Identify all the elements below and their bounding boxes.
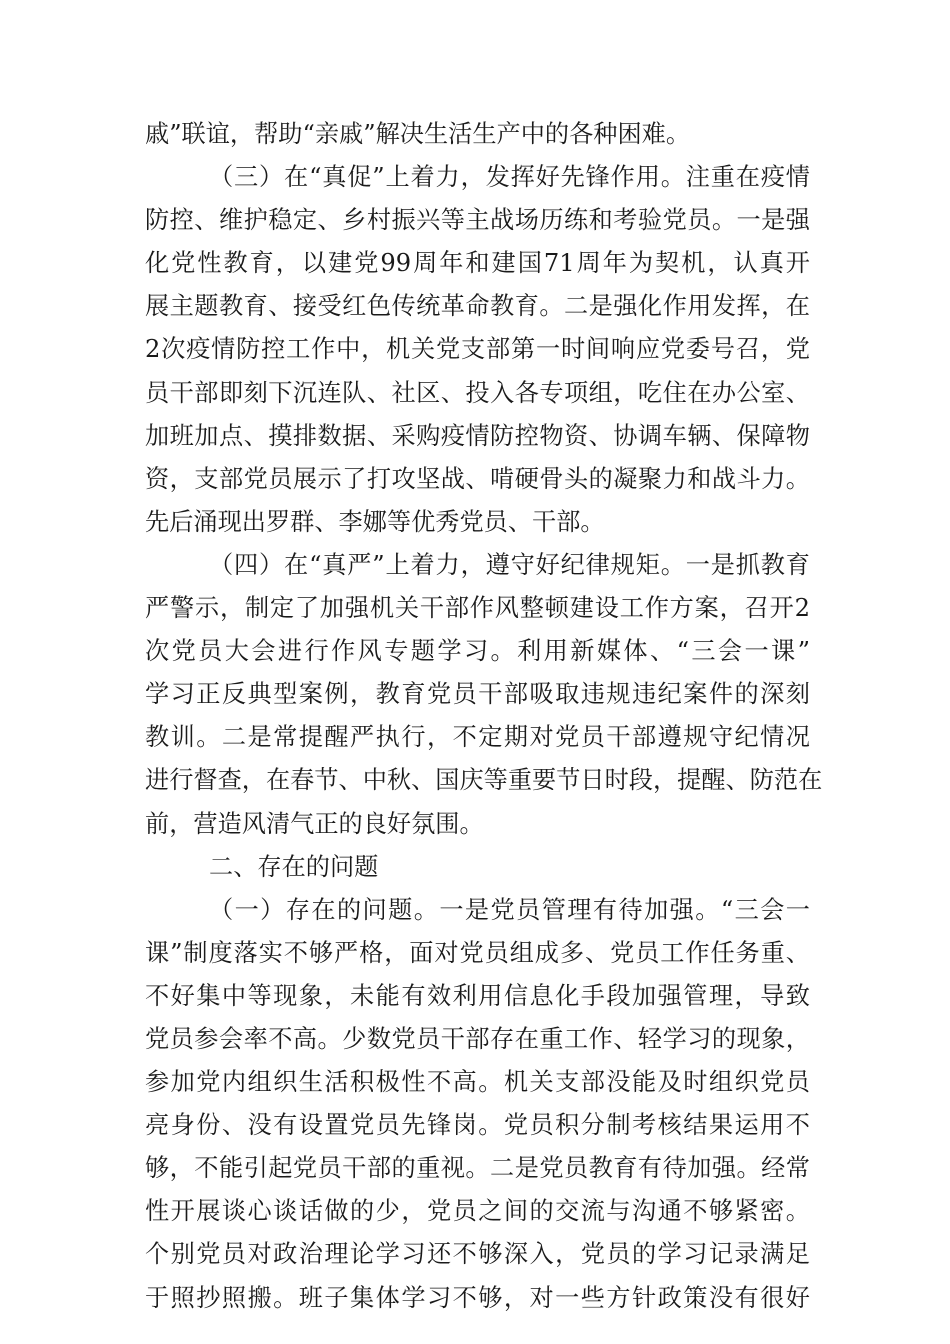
- text-line: 党员参会率不高。少数党员干部存在重工作、轻学习的现象，: [145, 1024, 810, 1053]
- section-heading: 二、存在的问题: [209, 852, 379, 881]
- paragraph-heading-1: （一）存在的问题。一是党员管理有待加强。“三会一: [209, 895, 810, 924]
- text-line: 戚”联谊，帮助“亲戚”解决生活生产中的各种困难。: [145, 120, 691, 148]
- text-line: 前，营造风清气正的良好氛围。: [145, 809, 484, 838]
- text-line: 次党员大会进行作风专题学习。利用新媒体、“三会一课”: [145, 637, 810, 666]
- text-line: 参加党内组织生活积极性不高。机关支部没能及时组织党员: [145, 1068, 810, 1097]
- paragraph-heading-4: （四）在“真严”上着力，遵守好纪律规矩。一是抓教育: [209, 550, 810, 579]
- text-line: 性开展谈心谈话做的少，党员之间的交流与沟通不够紧密。: [145, 1197, 810, 1226]
- text-line: 够，不能引起党员干部的重视。二是党员教育有待加强。经常: [145, 1154, 810, 1183]
- text-line: 资，支部党员展示了打攻坚战、啃硬骨头的凝聚力和战斗力。: [145, 464, 810, 493]
- text-line: 于照抄照搬。班子集体学习不够，对一些方针政策没有很好: [145, 1283, 810, 1312]
- text-line: 员干部即刻下沉连队、社区、投入各专项组，吃住在办公室、: [145, 378, 810, 407]
- text-line: 防控、维护稳定、乡村振兴等主战场历练和考验党员。一是强: [145, 206, 810, 235]
- paragraph-heading-3: （三）在“真促”上着力，发挥好先锋作用。注重在疫情: [209, 163, 810, 192]
- text-line: 展主题教育、接受红色传统革命教育。二是强化作用发挥，在: [145, 292, 810, 321]
- text-line: 严警示，制定了加强机关干部作风整顿建设工作方案，召开2: [145, 594, 810, 623]
- text-line: 加班加点、摸排数据、采购疫情防控物资、协调车辆、保障物: [145, 421, 810, 450]
- text-line: 先后涌现出罗群、李娜等优秀党员、干部。: [145, 507, 605, 536]
- text-line: 不好集中等现象，未能有效利用信息化手段加强管理，导致: [145, 981, 810, 1010]
- text-line: 学习正反典型案例，教育党员干部吸取违规违纪案件的深刻: [145, 680, 810, 709]
- body-text: [145, 113, 823, 1320]
- text-line: 课”制度落实不够严格，面对党员组成多、党员工作任务重、: [145, 938, 810, 967]
- text-line: 进行督查，在春节、中秋、国庆等重要节日时段，提醒、防范在: [145, 766, 823, 795]
- text-line: 亮身份、没有设置党员先锋岗。党员积分制考核结果运用不: [145, 1111, 810, 1140]
- text-line: 2次疫情防控工作中，机关党支部第一时间响应党委号召，党: [145, 335, 810, 364]
- text-line: 化党性教育，以建党99周年和建国71周年为契机，认真开: [145, 249, 810, 278]
- text-line: 教训。二是常提醒严执行，不定期对党员干部遵规守纪情况: [145, 723, 810, 752]
- text-line: 个别党员对政治理论学习还不够深入，党员的学习记录满足: [145, 1240, 810, 1269]
